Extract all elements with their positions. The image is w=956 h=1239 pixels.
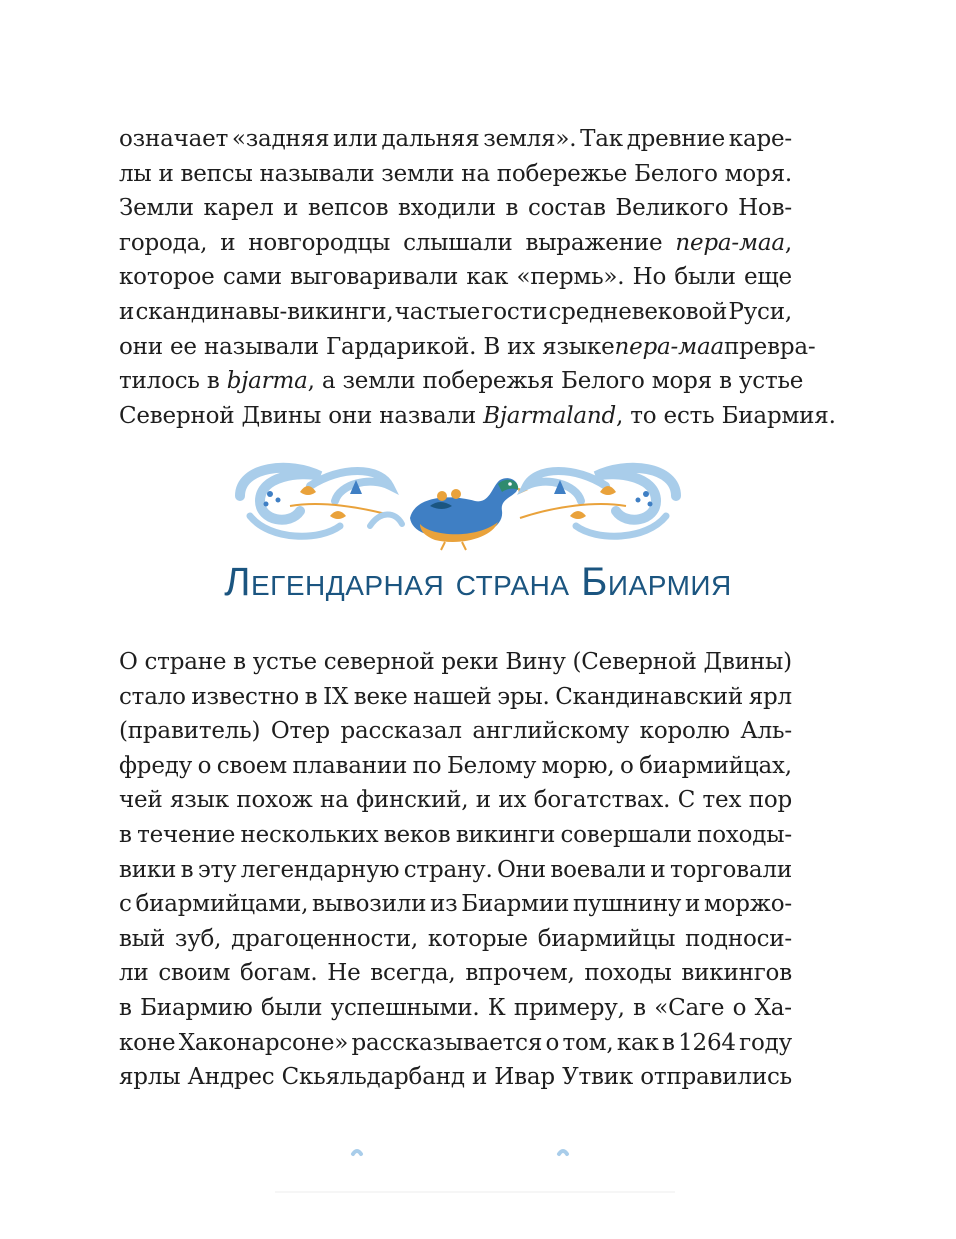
word: в bbox=[662, 1029, 675, 1056]
chapter-heading: Легендарная страна Биармия bbox=[224, 560, 732, 604]
word: и bbox=[685, 891, 701, 918]
text-line bbox=[119, 783, 792, 818]
word: эры. bbox=[497, 683, 550, 710]
word: С bbox=[677, 787, 696, 814]
word: гости bbox=[481, 298, 548, 325]
word: пор bbox=[748, 787, 792, 814]
word: своем bbox=[216, 752, 287, 779]
text-line bbox=[119, 191, 792, 226]
word: Белого bbox=[634, 160, 718, 187]
word: ли bbox=[119, 960, 149, 987]
word: драгоценности, bbox=[231, 925, 418, 952]
italic-term: пера-маа bbox=[614, 333, 725, 360]
text-run: тилось в bbox=[119, 368, 220, 395]
word: дальняя bbox=[381, 126, 480, 152]
word: впрочем, bbox=[465, 960, 575, 987]
text-run: превра- bbox=[724, 333, 816, 360]
word: на bbox=[461, 160, 490, 187]
word: 1264 bbox=[678, 1029, 736, 1056]
word: Ха- bbox=[754, 994, 792, 1021]
word: королю bbox=[639, 718, 730, 745]
word: «Саге bbox=[654, 994, 725, 1021]
word: сами bbox=[222, 264, 282, 291]
word: Биармии bbox=[461, 891, 570, 918]
word: и bbox=[158, 160, 174, 187]
word: в bbox=[119, 821, 132, 848]
word: и bbox=[475, 787, 491, 814]
word: Белому bbox=[446, 752, 537, 779]
word: пушнину bbox=[572, 891, 682, 918]
text-line bbox=[119, 157, 792, 192]
word: в bbox=[233, 649, 246, 675]
footer-ornament bbox=[275, 1148, 675, 1198]
word: из bbox=[430, 891, 458, 918]
word: морю, bbox=[541, 752, 615, 779]
word: своим bbox=[158, 960, 231, 987]
folk-ornament-duck-illustration bbox=[230, 456, 686, 552]
text-line bbox=[119, 645, 792, 680]
word: в bbox=[119, 994, 132, 1021]
word: стало bbox=[119, 683, 186, 710]
word: слышали bbox=[403, 229, 513, 256]
word: выговаривали bbox=[290, 264, 459, 291]
word: похож bbox=[236, 787, 313, 814]
paragraph-1 bbox=[119, 122, 836, 433]
word: ярлы bbox=[119, 1064, 181, 1091]
word: вывозили bbox=[312, 891, 427, 918]
word: как bbox=[616, 1029, 659, 1056]
word: города, bbox=[119, 229, 208, 256]
word: IX bbox=[323, 683, 349, 710]
text-line bbox=[119, 956, 792, 991]
left-swirl-ornament bbox=[240, 468, 402, 536]
word: совершали bbox=[560, 821, 692, 848]
word: вики bbox=[119, 856, 177, 883]
word: Скандинавский bbox=[555, 683, 744, 710]
word: эту bbox=[197, 856, 237, 883]
word: означает bbox=[119, 126, 229, 152]
italic-term: пера-маа, bbox=[675, 229, 792, 256]
word: карел bbox=[203, 195, 274, 222]
word: и bbox=[283, 195, 299, 222]
word: называли bbox=[259, 160, 375, 187]
text-line bbox=[119, 749, 792, 784]
right-swirl-ornament bbox=[520, 468, 676, 536]
word: входили bbox=[398, 195, 496, 222]
word: богам. bbox=[239, 960, 318, 987]
word: успешными. bbox=[330, 994, 480, 1021]
word: древние bbox=[626, 126, 726, 152]
word: том, bbox=[562, 1029, 614, 1056]
word: торговали bbox=[669, 856, 792, 883]
word: как bbox=[466, 264, 509, 291]
text-line bbox=[119, 853, 792, 888]
word: средневековой bbox=[548, 298, 728, 325]
word: легендарную bbox=[240, 856, 400, 883]
word: Андрес bbox=[187, 1064, 275, 1091]
text-run: они ее называли Гардарикой. В их языке bbox=[119, 333, 615, 360]
word: устье bbox=[252, 649, 317, 675]
text-line bbox=[119, 680, 792, 715]
word: английскому bbox=[472, 718, 630, 745]
word: вепсов bbox=[307, 195, 389, 222]
word: нескольких bbox=[240, 821, 379, 848]
word: северной bbox=[323, 649, 435, 675]
word: которые bbox=[427, 925, 528, 952]
text-line bbox=[119, 1060, 792, 1095]
word: «пермь». bbox=[516, 264, 625, 291]
word: и bbox=[119, 298, 135, 325]
word: или bbox=[333, 126, 378, 152]
paragraph-2 bbox=[119, 645, 792, 1095]
word: К bbox=[487, 994, 506, 1021]
word: еще bbox=[743, 264, 792, 291]
word: в bbox=[304, 683, 318, 710]
word: вепсы bbox=[180, 160, 253, 187]
word: веке bbox=[353, 683, 408, 710]
word: Земли bbox=[119, 195, 194, 222]
text-line bbox=[119, 991, 792, 1026]
word: в bbox=[505, 195, 519, 222]
word: Хаконарсоне» bbox=[178, 1029, 349, 1056]
word: и bbox=[471, 1064, 488, 1091]
word: Не bbox=[327, 960, 361, 987]
word: О bbox=[119, 649, 138, 675]
word: стране bbox=[144, 649, 227, 675]
word: в bbox=[180, 856, 194, 883]
word: чей bbox=[119, 787, 163, 814]
word: Они bbox=[497, 856, 546, 883]
word: (Северной bbox=[572, 649, 697, 675]
word: рассказывается bbox=[351, 1029, 543, 1056]
text-line bbox=[119, 364, 804, 399]
word: о bbox=[732, 994, 747, 1021]
word: известно bbox=[191, 683, 300, 710]
word: походы bbox=[584, 960, 672, 987]
word: побережье bbox=[496, 160, 628, 187]
word: викингов bbox=[681, 960, 792, 987]
word: течение bbox=[137, 821, 236, 848]
text-line bbox=[119, 714, 792, 749]
word: Вину bbox=[505, 649, 566, 675]
word: скандинавы-викинги, bbox=[135, 298, 394, 325]
word: плавании bbox=[292, 752, 408, 779]
word: Ивар bbox=[494, 1064, 555, 1091]
word: рассказал bbox=[340, 718, 462, 745]
word: выражение bbox=[525, 229, 663, 256]
word: всегда, bbox=[370, 960, 456, 987]
word: частые bbox=[394, 298, 481, 325]
word: Отер bbox=[270, 718, 330, 745]
word: реки bbox=[441, 649, 499, 675]
text-line bbox=[119, 122, 792, 157]
word: Великого bbox=[615, 195, 729, 222]
text-run: , а земли побережья Белого моря в устье bbox=[307, 368, 804, 395]
word: моря. bbox=[724, 160, 792, 187]
text-run: Северной Двины они назвали bbox=[119, 402, 477, 429]
word: и bbox=[650, 856, 666, 883]
word: биармийцах, bbox=[639, 752, 792, 779]
word: Нов- bbox=[738, 195, 792, 222]
word: биармийцы bbox=[537, 925, 676, 952]
text-line bbox=[119, 922, 792, 957]
word: викинги bbox=[455, 821, 556, 848]
text-line bbox=[119, 260, 792, 295]
italic-term: bjarma bbox=[226, 368, 308, 395]
italic-term: Bjarmaland bbox=[483, 402, 617, 429]
word: зуб, bbox=[174, 925, 222, 952]
word: с bbox=[119, 891, 132, 918]
word: воевали bbox=[550, 856, 646, 883]
word: биармийцами, bbox=[135, 891, 309, 918]
word: веков bbox=[383, 821, 451, 848]
word: земли bbox=[381, 160, 455, 187]
word: земля». bbox=[483, 126, 577, 152]
word: и bbox=[220, 229, 236, 256]
word: Аль- bbox=[740, 718, 792, 745]
word: Скьяльдарбанд bbox=[281, 1064, 465, 1091]
text-line bbox=[119, 330, 816, 365]
word: состав bbox=[527, 195, 606, 222]
duck-icon bbox=[410, 478, 528, 550]
word: коне bbox=[119, 1029, 176, 1056]
word: язык bbox=[170, 787, 229, 814]
word: ярл bbox=[748, 683, 792, 710]
word: фреду bbox=[119, 752, 193, 779]
text-line bbox=[119, 1026, 792, 1061]
word: Утвик bbox=[562, 1064, 634, 1091]
word: нашей bbox=[413, 683, 492, 710]
word: страну. bbox=[403, 856, 493, 883]
word: лы bbox=[119, 160, 152, 187]
word: году bbox=[739, 1029, 792, 1056]
text-run: , то есть Биармия. bbox=[616, 402, 836, 429]
word: были bbox=[260, 994, 323, 1021]
word: Руси, bbox=[728, 298, 792, 325]
word: Биармию bbox=[140, 994, 253, 1021]
word: по bbox=[412, 752, 442, 779]
word: Двины) bbox=[703, 649, 792, 675]
word: богатствах. bbox=[533, 787, 671, 814]
word: на bbox=[319, 787, 349, 814]
text-line bbox=[119, 818, 792, 853]
word: (правитель) bbox=[119, 718, 261, 745]
word: подноси- bbox=[685, 925, 792, 952]
word: Так bbox=[580, 126, 623, 152]
text-line bbox=[119, 887, 792, 922]
text-line bbox=[119, 226, 792, 261]
word: «задняя bbox=[231, 126, 330, 152]
word: походы- bbox=[697, 821, 792, 848]
word: в bbox=[633, 994, 646, 1021]
word: новгородцы bbox=[248, 229, 391, 256]
word: примеру, bbox=[513, 994, 625, 1021]
word: моржо- bbox=[703, 891, 792, 918]
text-line bbox=[119, 295, 792, 330]
word: о bbox=[545, 1029, 560, 1056]
word: были bbox=[674, 264, 736, 291]
word: о bbox=[197, 752, 212, 779]
text-line bbox=[119, 399, 836, 434]
word: каре- bbox=[728, 126, 792, 152]
word: финский, bbox=[356, 787, 469, 814]
word: вый bbox=[119, 925, 165, 952]
word: которое bbox=[119, 264, 215, 291]
word: их bbox=[498, 787, 527, 814]
word: отправились bbox=[640, 1064, 792, 1091]
word: о bbox=[619, 752, 634, 779]
word: Но bbox=[632, 264, 667, 291]
word: тех bbox=[702, 787, 742, 814]
